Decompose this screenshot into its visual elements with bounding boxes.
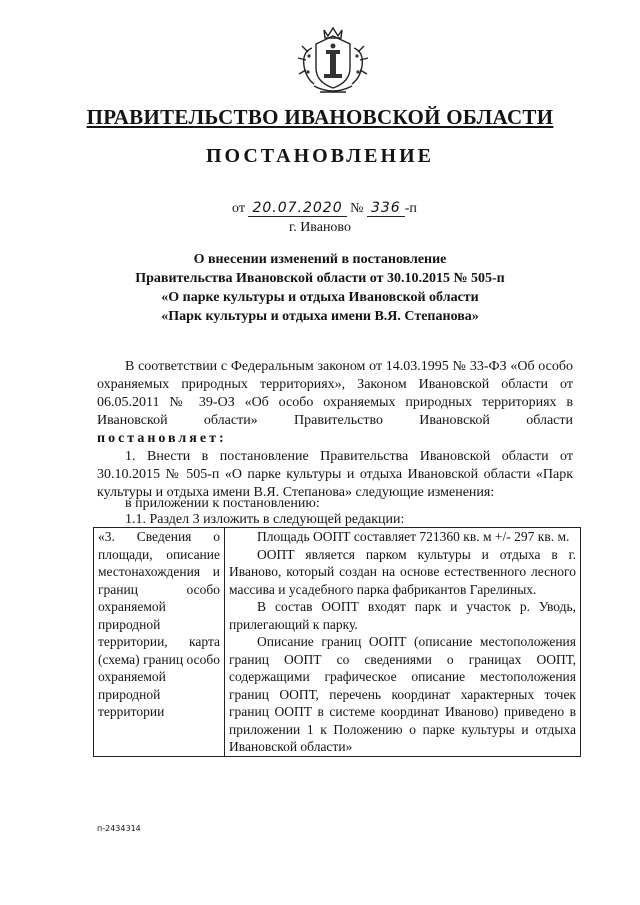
- document-subject: [0, 250, 640, 326]
- subject-line: «Парк культуры и отдыха имени В.Я. Степанова»: [161, 309, 479, 324]
- number-label: №: [350, 201, 364, 216]
- table-row: [94, 528, 581, 757]
- city: г. Иваново: [289, 220, 351, 235]
- government-title: ПРАВИТЕЛЬСТВО ИВАНОВСКОЙ ОБЛАСТИ: [86, 105, 554, 129]
- item-1-1: 1.1. Раздел 3 изложить в следующей редакции:: [125, 512, 405, 527]
- subject-line: Правительства Ивановской области от 30.10.2015 № 505-п: [135, 271, 505, 286]
- date-number-line: [232, 200, 417, 217]
- preamble-text: В соответствии с Федеральным законом от 14.03.1995 № 33-ФЗ «Об особо охраняемых природных территориях», Законом Ивановской области от 06.05.2011 № 39-ОЗ «Об особо охраняемых природных территориях в Ивановской области» Правительство Ивановской области: [97, 359, 573, 428]
- content-paragraph: В состав ООПТ входят парк и участок р. Уводь, прилегающий к парку.: [229, 599, 576, 632]
- section-title-cell: «3. Сведения о площади, описание местонахождения и границ особо охраняемой природной территории, карта (схема) границ особо охраняемой природной территории: [94, 528, 225, 757]
- content-paragraph: Площадь ООПТ составляет 721360 кв. м +/- 297 кв. м.: [257, 529, 570, 544]
- amendment-table: [93, 527, 581, 757]
- document-code: п-2434314: [97, 824, 141, 833]
- decree-word: постановляет:: [97, 431, 227, 446]
- preamble-paragraph: [97, 358, 573, 448]
- subject-line: О внесении изменений в постановление: [193, 252, 447, 267]
- date-prefix: от: [232, 201, 245, 216]
- subject-line: «О парке культуры и отдыха Ивановской области: [161, 290, 479, 305]
- section-content-cell: [225, 528, 581, 757]
- coat-of-arms-emblem: [294, 22, 372, 100]
- document-number: 336: [367, 200, 405, 217]
- item-1: 1. Внести в постановление Правительства Ивановской области от 30.10.2015 № 505-п «О парке культуры и отдыха Ивановской области «Парк культуры и отдыха имени В.Я. Степанова» следующие изменения:: [97, 449, 573, 500]
- document-type: ПОСТАНОВЛЕНИЕ: [206, 145, 434, 167]
- number-suffix: -п: [404, 201, 417, 216]
- content-paragraph: ООПТ является парком культуры и отдыха в г. Иваново, который создан на основе естественного лесного массива и усадебного парка фабрикантов Гарелиных.: [229, 546, 576, 597]
- content-paragraph: Описание границ ООПТ (описание местоположения границ ООПТ со сведениями о границах ООПТ, содержащими графическое описание местоположения границ ООПТ, перечень координат характерных точек границ ООПТ в системе координат Иваново) приведено в приложении 1 к Положению о парке культуры и отдыха Ивановской области»: [229, 634, 576, 754]
- document-date: 20.07.2020: [248, 200, 346, 217]
- item-1-sub: в приложении к постановлению:: [125, 496, 320, 511]
